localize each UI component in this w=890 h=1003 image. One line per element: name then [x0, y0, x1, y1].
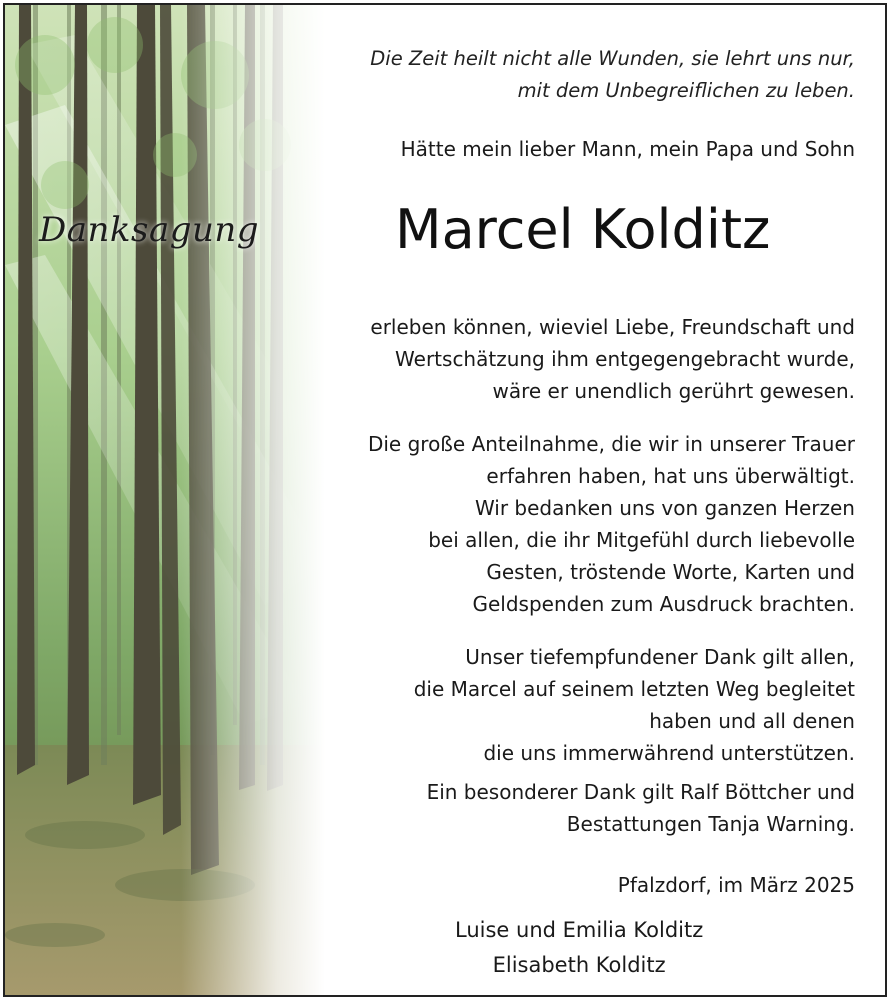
paragraph: [368, 641, 855, 769]
text-line: Unser tiefempfundener Dank gilt allen,: [465, 645, 855, 669]
forest-image: [5, 5, 325, 997]
text-line: die uns immerwährend unterstützen.: [483, 741, 855, 765]
text-line: Bestattungen Tanja Warning.: [566, 812, 855, 836]
text-line: Ein besonderer Dank gilt Ralf Böttcher und: [426, 780, 855, 804]
intro-line: Hätte mein lieber Mann, mein Papa und Sohn: [400, 137, 855, 161]
thanks-heading: Danksagung: [39, 210, 260, 250]
signer-line: Luise und Emilia Kolditz: [455, 918, 704, 942]
text-line: wäre er unendlich gerührt gewesen.: [492, 379, 855, 403]
text-line: die Marcel auf seinem letzten Weg begleitet: [413, 677, 855, 701]
deceased-name: Marcel Kolditz: [395, 198, 771, 261]
text-line: haben und all denen: [649, 709, 855, 733]
text-line: Wertschätzung ihm entgegengebracht wurde,: [395, 347, 855, 371]
place-date: Pfalzdorf, im März 2025: [617, 873, 855, 897]
text-line: Wir bedanken uns von ganzen Herzen: [474, 496, 855, 520]
paragraph: [368, 428, 855, 620]
text-line: erleben können, wieviel Liebe, Freundschaft und: [370, 315, 855, 339]
text-line: erfahren haben, hat uns überwältigt.: [486, 464, 855, 488]
text-line: Geldspenden zum Ausdruck brachten.: [472, 592, 855, 616]
message-body: [368, 311, 855, 861]
opening-quote: [370, 43, 855, 107]
obituary-card: [3, 3, 887, 997]
text-line: bei allen, die ihr Mitgefühl durch liebevolle: [428, 528, 855, 552]
quote-line: Die Zeit heilt nicht alle Wunden, sie lehrt uns nur,: [370, 47, 855, 70]
signer-line: Elisabeth Kolditz: [492, 953, 666, 977]
signers: [455, 913, 703, 983]
quote-line: mit dem Unbegreiflichen zu leben.: [517, 79, 855, 102]
text-line: Gesten, tröstende Worte, Karten und: [486, 560, 855, 584]
text-line: Die große Anteilnahme, die wir in unserer Trauer: [367, 432, 855, 456]
paragraph: [368, 311, 855, 407]
paragraph: [368, 776, 855, 840]
